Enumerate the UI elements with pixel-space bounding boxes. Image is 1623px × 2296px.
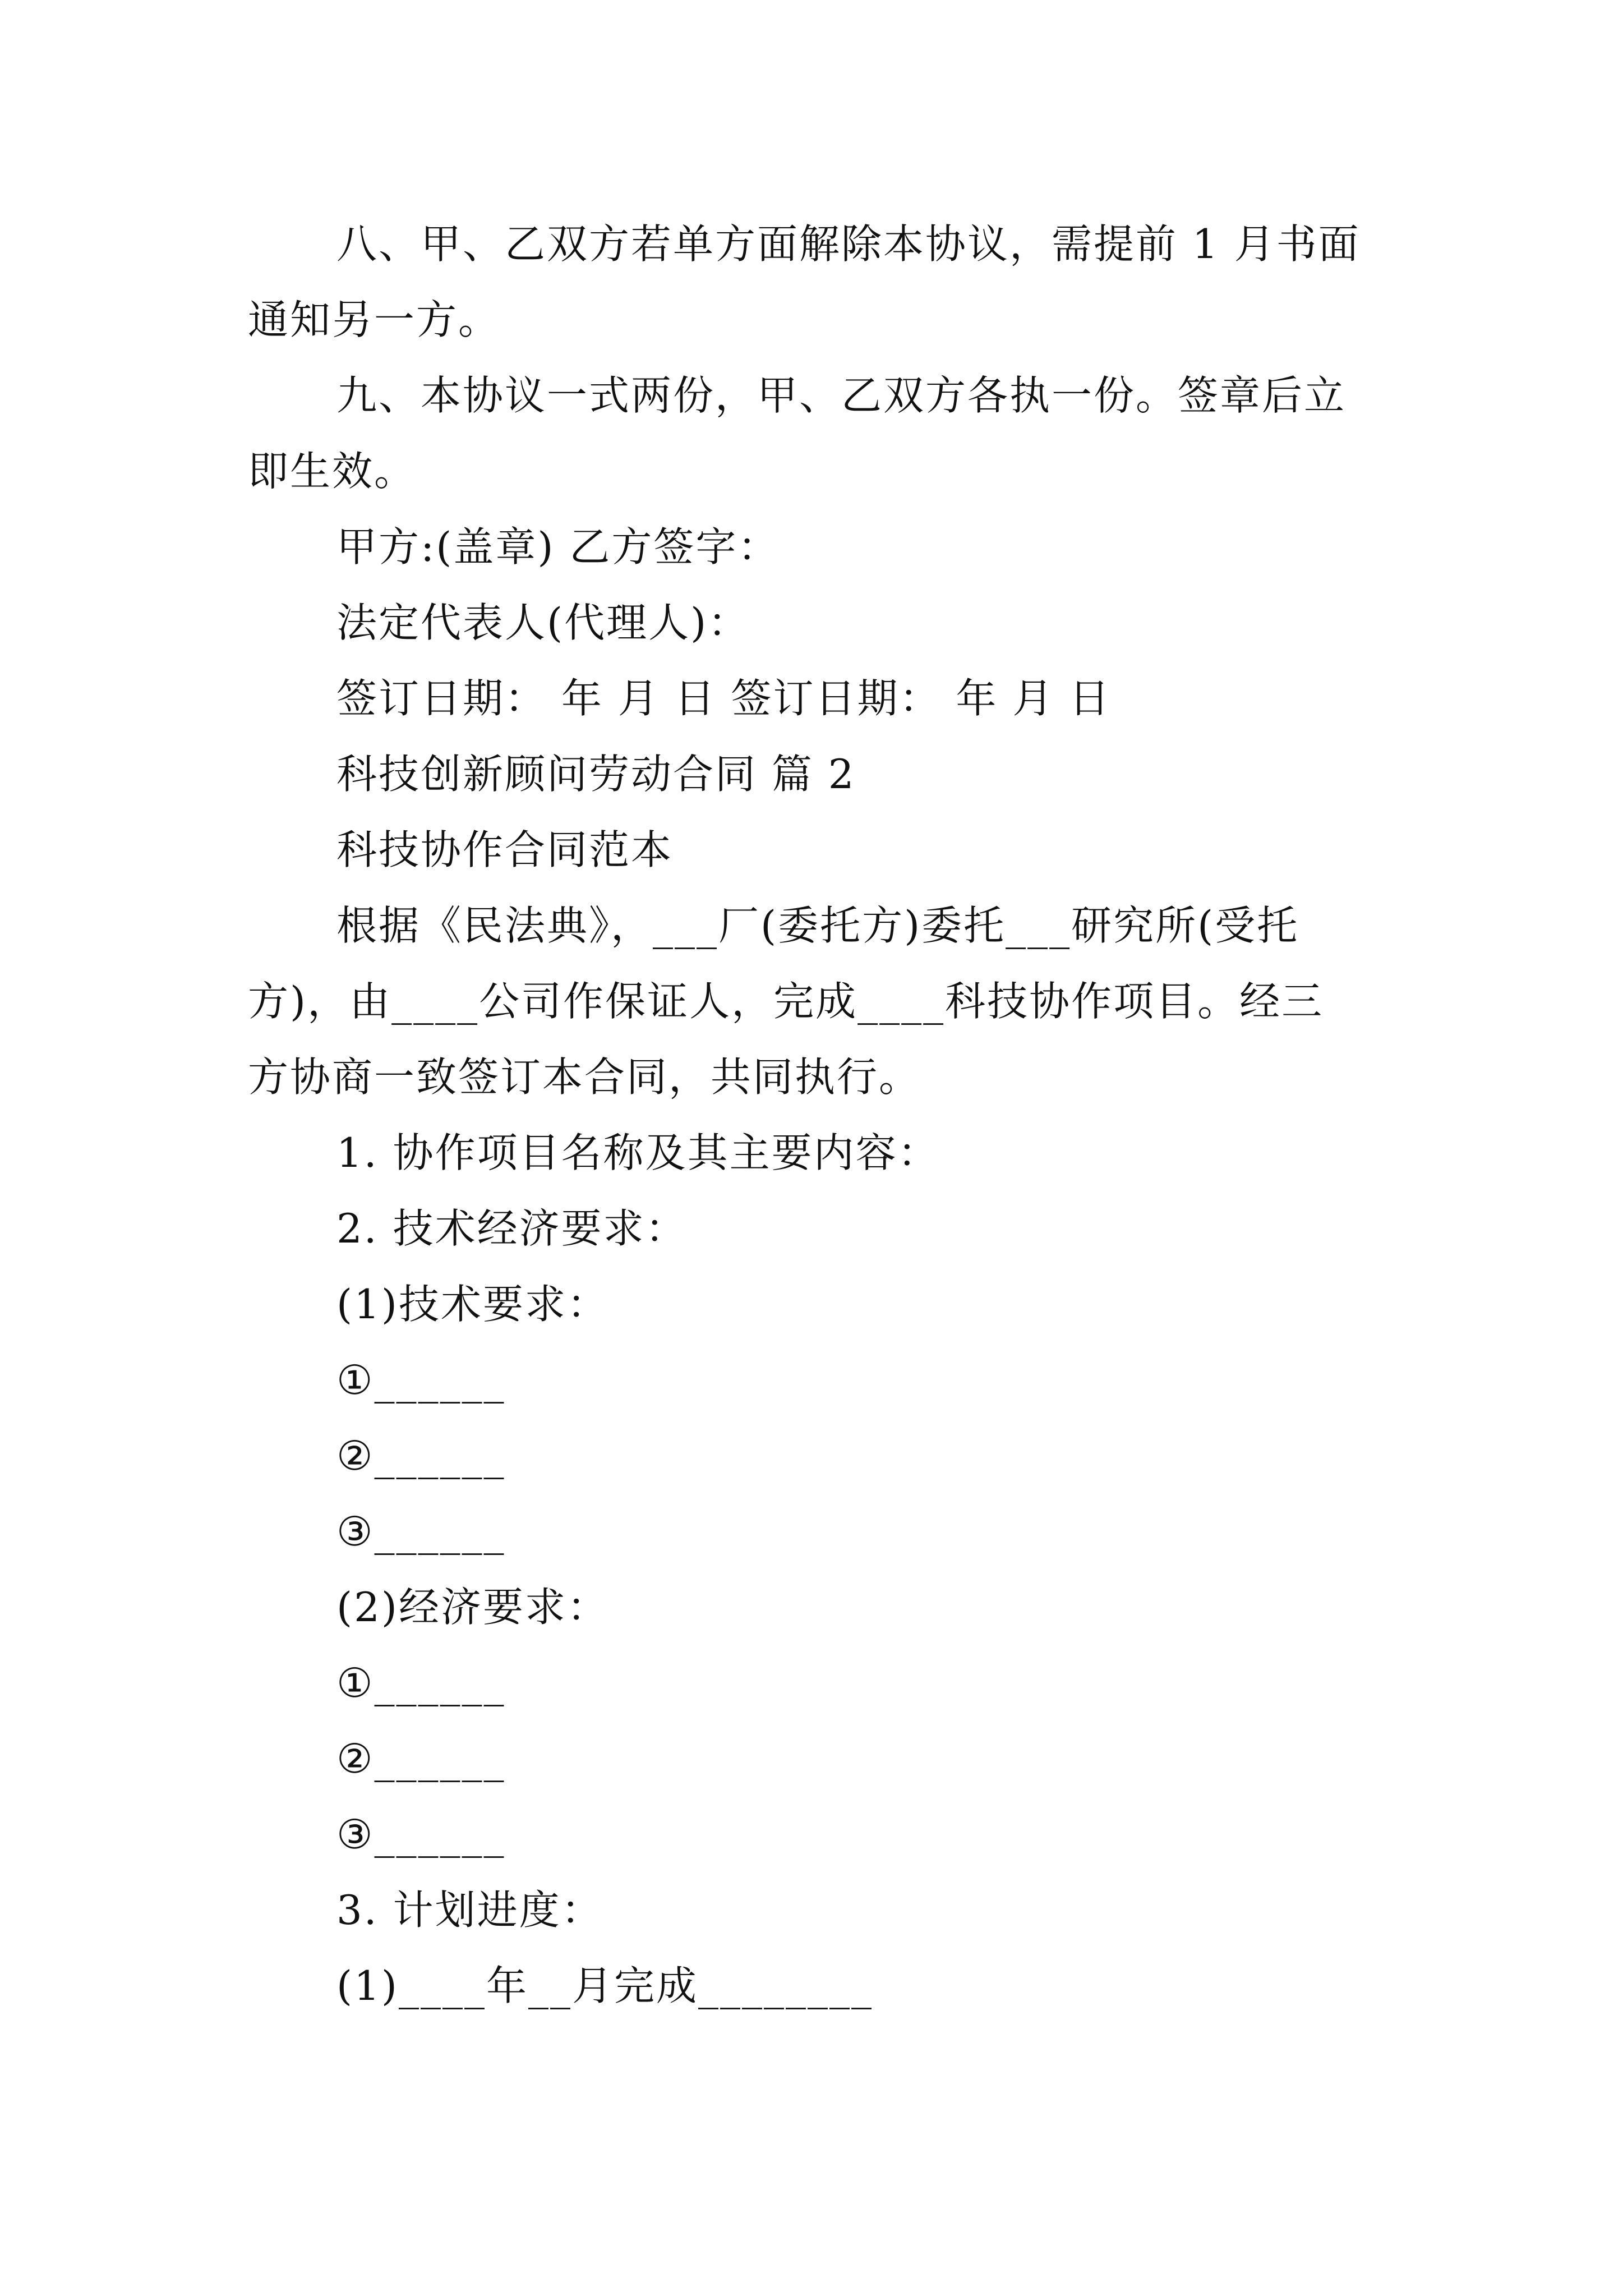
clause-8-line-2: 通知另一方。 — [248, 296, 501, 343]
item-2-requirements: 2. 技术经济要求： — [336, 1205, 688, 1252]
technical-item-2: ②______ — [336, 1432, 506, 1479]
economic-item-1: ①______ — [336, 1659, 506, 1706]
contract-subtitle: 科技协作合同范本 — [336, 826, 674, 873]
technical-requirements: (1)技术要求： — [336, 1281, 609, 1328]
item-1-project-name: 1. 协作项目名称及其主要内容： — [336, 1129, 940, 1176]
clause-8-line-1: 八、甲、乙双方若单方面解除本协议，需提前 1 月书面 — [336, 220, 1361, 268]
preamble-line-3: 方协商一致签订本合同，共同执行。 — [248, 1053, 921, 1101]
preamble-line-1: 根据《民法典》，___厂(委托方)委托___研究所(受托 — [336, 902, 1299, 949]
economic-item-2: ②______ — [336, 1735, 506, 1782]
clause-9-line-2: 即生效。 — [248, 448, 417, 495]
clause-9-line-1: 九、本协议一式两份，甲、乙双方各执一份。签章后立 — [336, 372, 1347, 419]
legal-representative: 法定代表人(代理人)： — [336, 599, 750, 646]
preamble-line-2: 方)，由____公司作保证人，完成____科技协作项目。经三 — [248, 978, 1324, 1025]
signing-dates: 签订日期： 年 月 日 签订日期： 年 月 日 — [336, 675, 1112, 722]
schedule-item-1: (1)____年__月完成________ — [336, 1962, 873, 2009]
section-title: 科技创新顾问劳动合同 篇 2 — [336, 751, 856, 798]
economic-item-3: ③______ — [336, 1811, 506, 1858]
signature-party-a-b: 甲方:(盖章) 乙方签字： — [336, 523, 780, 570]
technical-item-3: ③______ — [336, 1508, 506, 1555]
item-3-schedule: 3. 计划进度： — [336, 1887, 603, 1934]
technical-item-1: ①______ — [336, 1356, 506, 1404]
economic-requirements: (2)经济要求： — [336, 1584, 609, 1631]
